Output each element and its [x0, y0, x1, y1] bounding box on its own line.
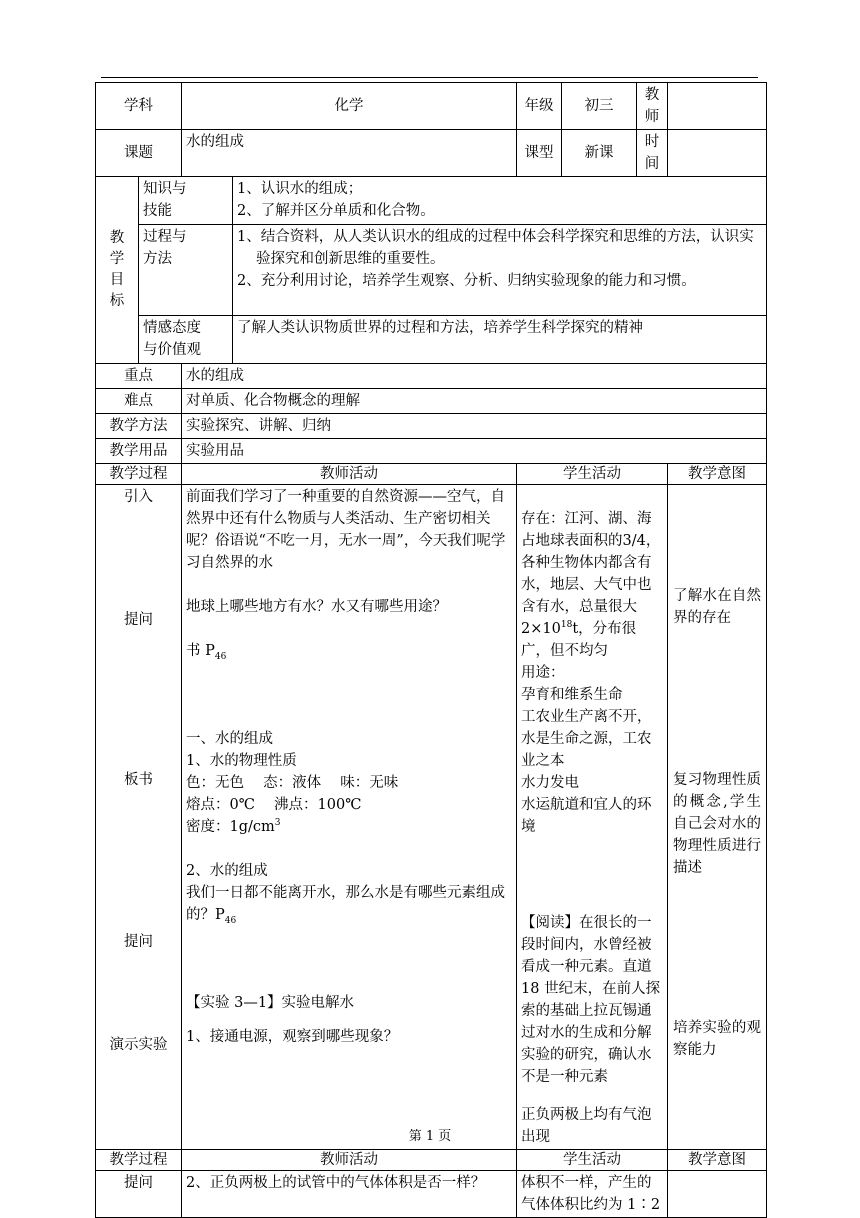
process-col-intent-2: 教学意图: [668, 1150, 767, 1171]
process-label: 过程与 方法: [139, 225, 233, 316]
stage-demo: 演示实验: [109, 1037, 168, 1053]
board-points: 熔点：0℃ 沸点：100℃: [186, 797, 362, 813]
last-teacher: 2、正负两极上的试管中的气体体积是否一样？: [182, 1171, 517, 1218]
type-label: 课型: [517, 130, 562, 177]
emotion-label: 情感态度 与价值观: [139, 316, 233, 364]
student-use-1: 孕育和维系生命: [521, 687, 623, 703]
key-label: 重点: [96, 364, 182, 389]
teacher-activity: [182, 485, 517, 1150]
board-density: 密度：$1g/cm^3$: [186, 818, 281, 835]
process-col-stage-2: 教学过程: [96, 1150, 182, 1171]
student-use-label: 用途：: [521, 665, 565, 681]
experiment-title: 【实验 3—1】实验电解水: [186, 995, 355, 1011]
type-value: 新课: [562, 130, 637, 177]
method-label: 教学方法: [96, 414, 182, 439]
teacher-question-1: 地球上哪些地方有水？水又有哪些用途？: [186, 599, 447, 615]
student-use-4: 水运航道和宜人的环境: [521, 797, 652, 835]
knowledge-label: 知识与 技能: [139, 177, 233, 225]
teacher-intro: 前面我们学习了一种重要的自然资源——空气，自然界中还有什么物质与人类活动、生产密切相关呢？俗语说“不吃一月，无水一周”，今天我们呢学习自然界的水: [186, 489, 506, 571]
stage-intro: 引入: [124, 489, 153, 505]
student-reading: 【阅读】在很长的一段时间内，水曾经被看成一种元素。直道 18 世纪末，在前人探索的基础上拉瓦锡通过对水的生成和分解实验的研究，确认水不是一种元素: [521, 915, 661, 1085]
grade-label: 年级: [517, 83, 562, 130]
method-value: 实验探究、讲解、归纳: [182, 414, 767, 439]
stage-board: 板书: [124, 772, 153, 788]
subject-value: 化学: [182, 83, 517, 130]
composition-question: 我们一日都不能离开水，那么水是有哪些元素组成的？$P_{46}$: [186, 885, 505, 926]
board-color: 色：无色 态：液体 味：无味: [186, 775, 399, 791]
process-col-student-2: 学生活动: [517, 1150, 668, 1171]
student-existence: 存在：江河、湖、海占地球表面积的3/4，各种生物体内都含有水，地层、大气中也含有水，总量很大$2\times 10^{18}t$，分布很广，但不均匀: [521, 511, 661, 659]
student-use-3: 水力发电: [521, 775, 580, 791]
page-footer: 第 1 页: [408, 1129, 452, 1144]
emotion-text: 了解人类认识物质世界的过程和方法，培养学生科学探究的精神: [233, 316, 767, 364]
topic-value: 水的组成: [182, 130, 517, 177]
time-value: [668, 130, 767, 177]
subject-label: 学科: [96, 83, 182, 130]
student-activity: [517, 485, 668, 1150]
board-subtitle: 1、水的物理性质: [186, 753, 297, 769]
last-student: 体积不一样，产生的气体体积比约为 1∶2: [517, 1171, 668, 1218]
knowledge-items: 1、认识水的组成； 2、了解并区分单质和化合物。: [233, 177, 767, 225]
teacher-book: 书 $P_{46}$: [186, 643, 227, 662]
intent-1: 了解水在自然界的存在: [673, 588, 762, 626]
difficulty-label: 难点: [96, 389, 182, 414]
last-stage: 提问: [96, 1171, 182, 1218]
key-value: 水的组成: [182, 364, 767, 389]
topic-label: 课题: [96, 130, 182, 177]
intent-2: 复习物理性质的概念,学生自己会对水的物理性质进行描述: [673, 772, 762, 876]
intent-3: 培养实验的观察能力: [673, 1020, 762, 1058]
experiment-question: 1、接通电源，观察到哪些现象？: [186, 1029, 399, 1045]
stage-column: [96, 485, 182, 1150]
last-intent: [668, 1171, 767, 1218]
board-title: 一、水的组成: [186, 731, 273, 747]
lesson-plan-table: [95, 82, 767, 1218]
teacher-value: [668, 83, 767, 130]
teacher-label: 教师: [637, 83, 668, 130]
objectives-label: 教学目标: [96, 177, 139, 364]
difficulty-value: 对单质、化合物概念的理解: [182, 389, 767, 414]
student-use-2: 工农业生产离不开，水是生命之源，工农业之本: [521, 709, 652, 769]
stage-question-2: 提问: [124, 934, 153, 950]
supplies-value: 实验用品: [182, 439, 767, 464]
supplies-label: 教学用品: [96, 439, 182, 464]
time-label: 时间: [637, 130, 668, 177]
process-col-teacher-2: 教师活动: [182, 1150, 517, 1171]
composition-title: 2、水的组成: [186, 863, 268, 879]
header-rule: [101, 77, 758, 78]
grade-value: 初三: [562, 83, 637, 130]
process-col-student: 学生活动: [517, 464, 668, 485]
process-items: 1、结合资料，从人类认识水的组成的过程中体会科学探究和思维的方法，认识实验探究和创新思维的重要性。 2、充分利用讨论，培养学生观察、分析、归纳实验现象的能力和习惯。: [233, 225, 767, 316]
process-col-stage: 教学过程: [96, 464, 182, 485]
process-col-intent: 教学意图: [668, 464, 767, 485]
process-col-teacher: 教师活动: [182, 464, 517, 485]
intent-column: [668, 485, 767, 1150]
stage-question-1: 提问: [124, 612, 153, 628]
student-bubbles: 正负两极上均有气泡出现: [521, 1107, 652, 1145]
